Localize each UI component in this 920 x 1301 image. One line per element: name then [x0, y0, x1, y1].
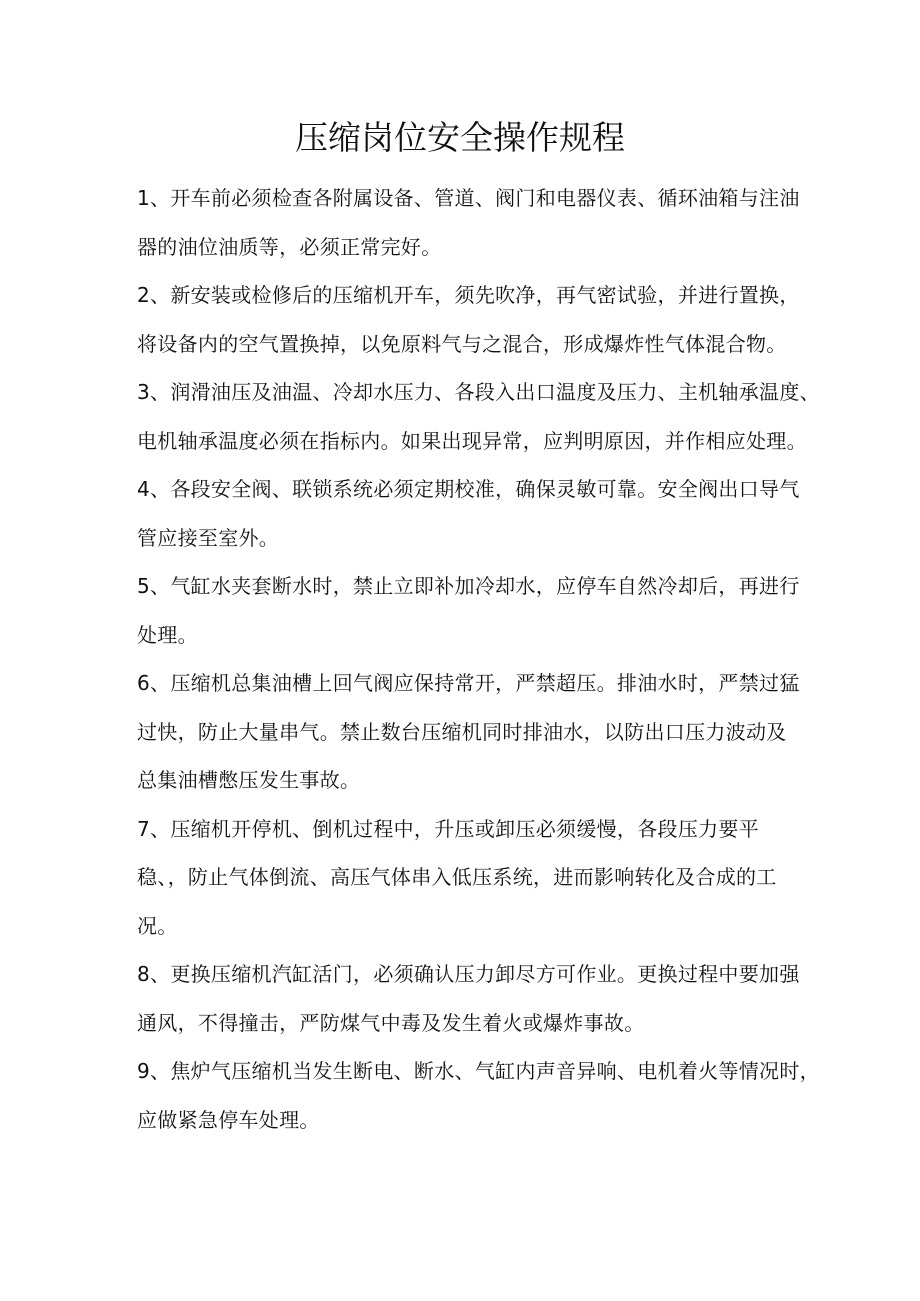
- document-title: 压缩岗位安全操作规程: [295, 118, 625, 157]
- clause-line: 应做紧急停车处理。: [137, 1107, 320, 1132]
- clause-5: [137, 562, 800, 659]
- clause-line: 将设备内的空气置换掉，以免原料气与之混合，形成爆炸性气体混合物。: [137, 331, 787, 356]
- clause-line: 通风，不得撞击，严防煤气中毒及发生着火或爆炸事故。: [137, 1010, 645, 1035]
- clause-line: 稳、，防止气体倒流、高压气体串入低压系统，进而影响转化及合成的工: [137, 865, 777, 889]
- clause-line: 管应接至室外。: [137, 525, 280, 550]
- clause-7: [137, 805, 797, 951]
- clause-line: 器的油位油质等，必须正常完好。: [137, 234, 442, 259]
- clause-line: 3、润滑油压及油温、冷却水压力、各段入出口温度及压力、主机轴承温度、: [137, 380, 820, 404]
- clause-9: [137, 1047, 820, 1144]
- clause-3: [137, 368, 820, 465]
- clause-4: [137, 465, 800, 562]
- clause-8: [137, 950, 800, 1047]
- clause-line: 总集油槽憋压发生事故。: [137, 768, 361, 792]
- clause-line: 1、开车前必须检查各附属设备、管道、阀门和电器仪表、循环油箱与注油: [137, 186, 800, 210]
- clause-line: 电机轴承温度必须在指标内。如果出现异常，应判明原因，并作相应处理。: [137, 428, 807, 453]
- clause-line: 过快，防止大量串气。禁止数台压缩机同时排油水，以防出口压力波动及: [137, 719, 787, 744]
- clause-line: 9、焦炉气压缩机当发生断电、断水、气缸内声音异响、电机着火等情况时，: [137, 1059, 820, 1083]
- clause-2: [137, 271, 800, 368]
- clause-line: 况。: [137, 913, 178, 938]
- clause-6: [137, 659, 800, 805]
- clause-list: [137, 174, 820, 1144]
- clause-line: 处理。: [137, 622, 198, 647]
- clause-line: 4、各段安全阀、联锁系统必须定期校准，确保灵敏可靠。安全阀出口导气: [137, 477, 800, 501]
- clause-line: 2、新安装或检修后的压缩机开车，须先吹净，再气密试验，并进行置换，: [137, 283, 800, 307]
- clause-line: 5、气缸水夹套断水时，禁止立即补加冷却水，应停车自然冷却后，再进行: [137, 574, 800, 598]
- clause-1: [137, 174, 800, 271]
- clause-line: 6、压缩机总集油槽上回气阀应保持常开，严禁超压。排油水时，严禁过猛: [137, 671, 800, 695]
- clause-line: 7、压缩机开停机、倒机过程中，升压或卸压必须缓慢，各段压力要平: [137, 816, 760, 841]
- clause-line: 8、更换压缩机汽缸活门，必须确认压力卸尽方可作业。更换过程中要加强: [137, 962, 800, 986]
